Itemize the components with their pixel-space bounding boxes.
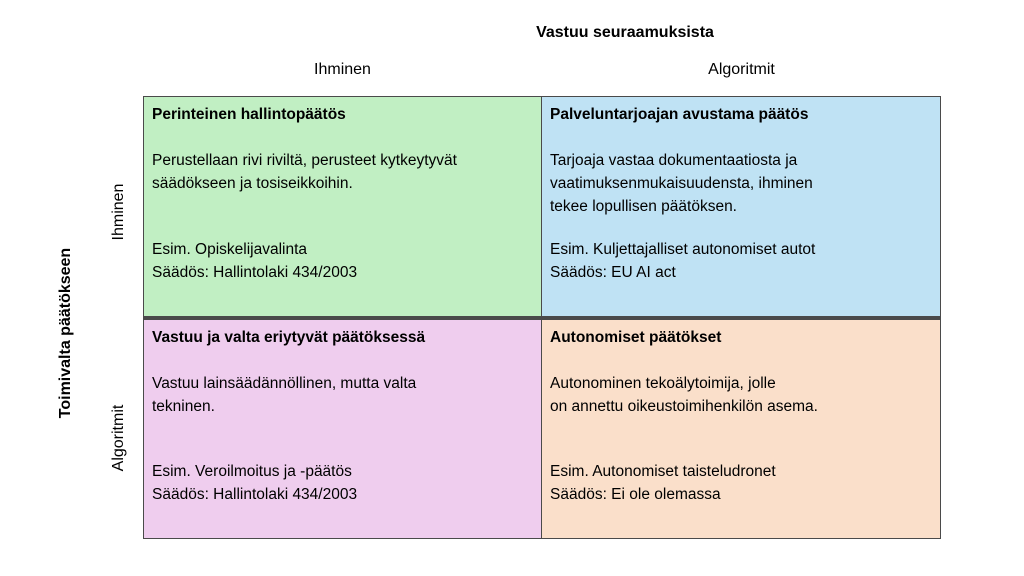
quadrant-title: Perinteinen hallintopäätös	[152, 106, 346, 123]
quadrant-example-block	[550, 460, 776, 506]
quadrant-example-block	[152, 238, 357, 284]
quadrant-description: Perustellaan rivi riviltä, perusteet kytkeytyvät säädökseen ja tosiseikkoihin.	[152, 152, 457, 192]
quadrant-law: Säädös: Ei ole olemassa	[550, 486, 721, 503]
quadrant-law: Säädös: Hallintolaki 434/2003	[152, 264, 358, 281]
quadrant-example: Esim. Veroilmoitus ja -päätös	[152, 463, 352, 480]
quadrant-example-block	[152, 460, 357, 506]
quadrant-title: Vastuu ja valta eriytyvät päätöksessä	[152, 329, 426, 346]
quadrant-description: Autonominen tekoälytoimija, jolle on annettu oikeustoimihenkilön asema.	[550, 375, 818, 415]
quadrant-example: Esim. Autonomiset taisteludronet	[550, 463, 776, 480]
quadrant-bottom-left	[143, 317, 542, 539]
quadrant-law: Säädös: Hallintolaki 434/2003	[152, 486, 358, 503]
quadrant-title: Palveluntarjoajan avustama päätös	[550, 106, 809, 123]
quadrant-top-right	[542, 96, 941, 317]
quadrant-title: Autonomiset päätökset	[550, 329, 722, 346]
quadrant-bottom-right	[542, 317, 941, 539]
row-header-algorithms: Algoritmit	[110, 404, 127, 472]
quadrant-description: Vastuu lainsäädännöllinen, mutta valta tekninen.	[152, 375, 417, 415]
column-axis-title: Vastuu seuraamuksista	[536, 24, 714, 41]
quadrant-top-left	[143, 96, 542, 317]
quadrant-law: Säädös: EU AI act	[550, 264, 676, 281]
quadrant-example: Esim. Kuljettajalliset autonomiset autot	[550, 241, 816, 258]
quadrant-example: Esim. Opiskelijavalinta	[152, 241, 308, 258]
column-header-algorithms: Algoritmit	[708, 61, 775, 78]
quadrant-description: Tarjoaja vastaa dokumentaatiosta ja vaatimuksenmukaisuudensta, ihminen tekee lopullisen päätöksen.	[550, 152, 813, 215]
row-header-human: Ihminen	[110, 183, 127, 241]
column-header-human: Ihminen	[314, 61, 371, 78]
quadrant-example-block	[550, 238, 815, 284]
row-axis-title: Toimivalta päätökseen	[57, 247, 74, 419]
